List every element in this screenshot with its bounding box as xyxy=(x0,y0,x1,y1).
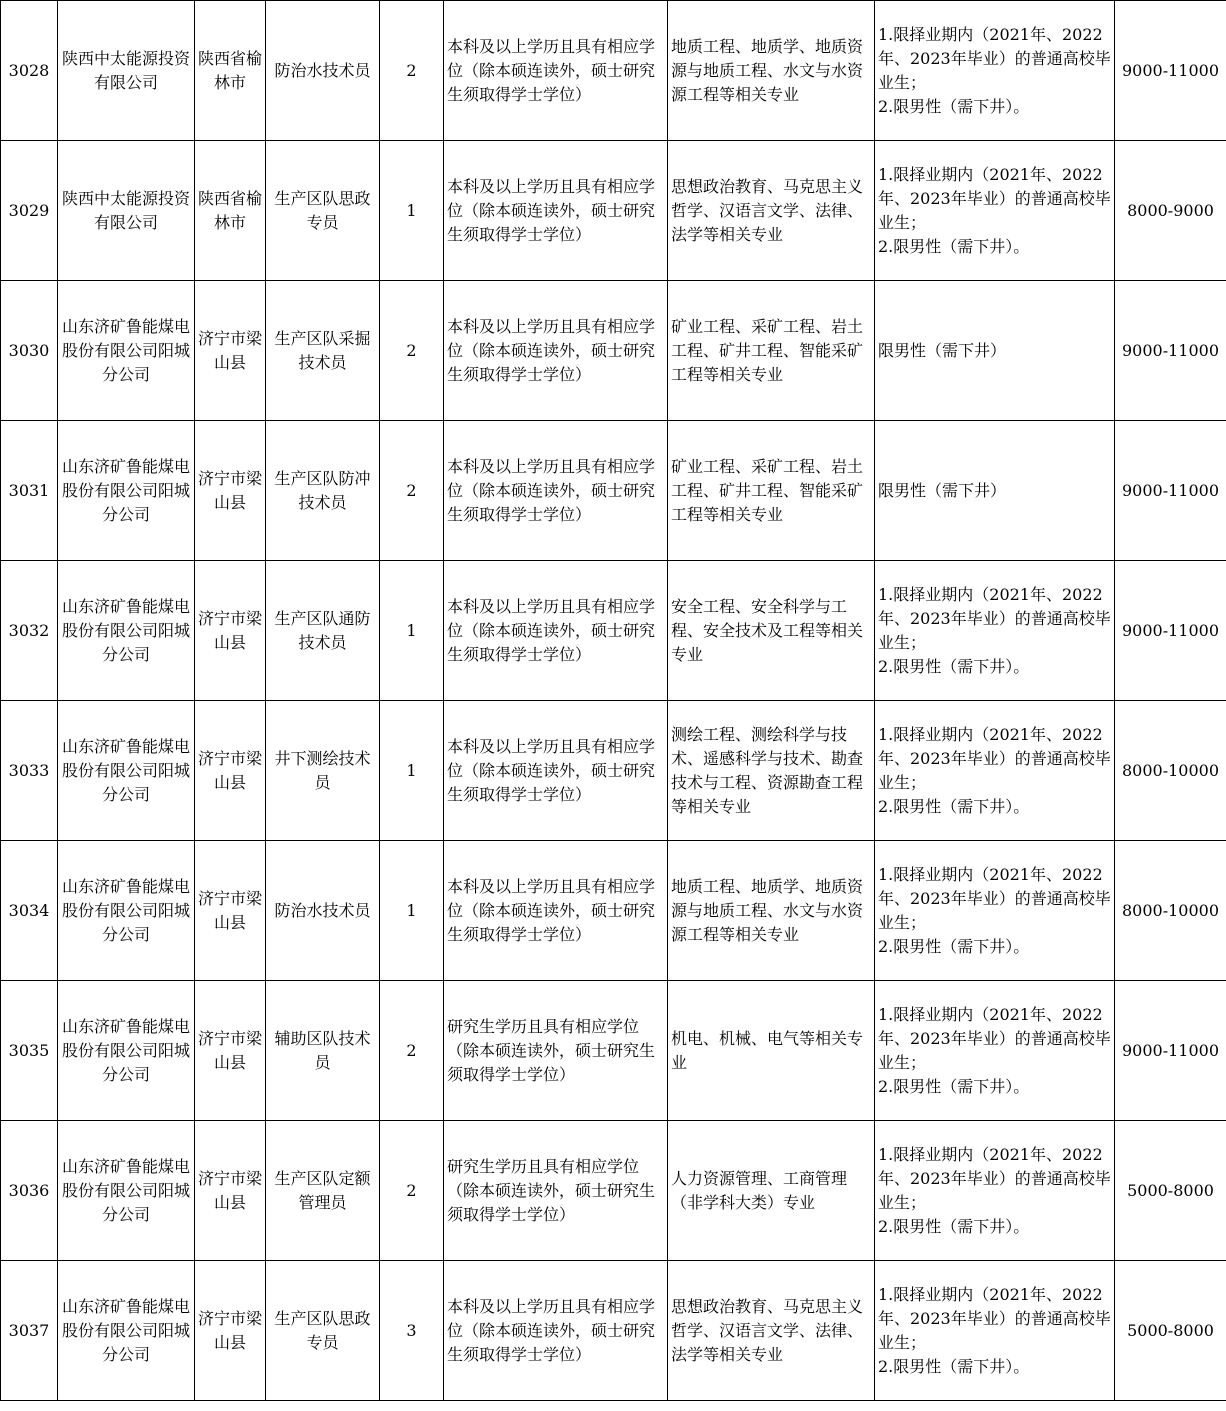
requirement-line: 1.限择业期内（2021年、2022年、2023年毕业）的普通高校毕业生； xyxy=(878,1144,1111,1212)
requirements-cell xyxy=(875,1121,1115,1261)
requirement-line: 2.限男性（需下井）。 xyxy=(878,796,1030,816)
location-cell: 陕西省榆林市 xyxy=(195,141,266,281)
table-row xyxy=(1,281,1226,421)
table-row xyxy=(1,1261,1226,1401)
education-cell: 本科及以上学历且具有相应学位（除本硕连读外，硕士研究生须取得学士学位） xyxy=(444,421,668,561)
education-cell: 本科及以上学历且具有相应学位（除本硕连读外，硕士研究生须取得学士学位） xyxy=(444,561,668,701)
salary-cell: 8000-10000 xyxy=(1115,701,1226,841)
salary-cell: 9000-11000 xyxy=(1115,981,1226,1121)
headcount-cell: 1 xyxy=(380,701,444,841)
location-cell: 济宁市梁山县 xyxy=(195,841,266,981)
education-cell: 本科及以上学历且具有相应学位（除本硕连读外，硕士研究生须取得学士学位） xyxy=(444,1261,668,1401)
post-id-cell: 3033 xyxy=(1,701,58,841)
requirement-line: 1.限择业期内（2021年、2022年、2023年毕业）的普通高校毕业生； xyxy=(878,724,1111,792)
company-cell: 山东济矿鲁能煤电股份有限公司阳城分公司 xyxy=(58,421,195,561)
position-cell: 生产区队思政专员 xyxy=(266,141,380,281)
requirements-cell xyxy=(875,1261,1115,1401)
major-cell: 测绘工程、测绘科学与技术、遥感科学与技术、勘查技术与工程、资源勘查工程等相关专业 xyxy=(668,701,875,841)
salary-cell: 9000-11000 xyxy=(1115,1,1226,141)
headcount-cell: 2 xyxy=(380,281,444,421)
salary-cell: 5000-8000 xyxy=(1115,1261,1226,1401)
requirement-line: 2.限男性（需下井）。 xyxy=(878,936,1030,956)
company-cell: 陕西中太能源投资有限公司 xyxy=(58,1,195,141)
position-cell: 防治水技术员 xyxy=(266,1,380,141)
requirement-line: 1.限择业期内（2021年、2022年、2023年毕业）的普通高校毕业生； xyxy=(878,24,1111,92)
requirement-line: 2.限男性（需下井）。 xyxy=(878,96,1030,116)
requirements-cell xyxy=(875,841,1115,981)
table-row xyxy=(1,981,1226,1121)
education-cell: 本科及以上学历且具有相应学位（除本硕连读外，硕士研究生须取得学士学位） xyxy=(444,701,668,841)
education-cell: 本科及以上学历且具有相应学位（除本硕连读外，硕士研究生须取得学士学位） xyxy=(444,1,668,141)
position-cell: 生产区队防冲技术员 xyxy=(266,421,380,561)
position-cell: 生产区队定额管理员 xyxy=(266,1121,380,1261)
location-cell: 济宁市梁山县 xyxy=(195,981,266,1121)
location-cell: 济宁市梁山县 xyxy=(195,701,266,841)
headcount-cell: 2 xyxy=(380,1121,444,1261)
major-cell: 思想政治教育、马克思主义哲学、汉语言文学、法律、法学等相关专业 xyxy=(668,1261,875,1401)
post-id-cell: 3034 xyxy=(1,841,58,981)
salary-cell: 9000-11000 xyxy=(1115,281,1226,421)
education-cell: 研究生学历且具有相应学位（除本硕连读外，硕士研究生须取得学士学位） xyxy=(444,981,668,1121)
headcount-cell: 2 xyxy=(380,421,444,561)
requirements-cell xyxy=(875,1,1115,141)
requirement-line: 2.限男性（需下井）。 xyxy=(878,1216,1030,1236)
requirement-line: 限男性（需下井） xyxy=(878,480,1007,500)
location-cell: 济宁市梁山县 xyxy=(195,1261,266,1401)
requirement-line: 2.限男性（需下井）。 xyxy=(878,1356,1030,1376)
company-cell: 山东济矿鲁能煤电股份有限公司阳城分公司 xyxy=(58,701,195,841)
salary-cell: 8000-9000 xyxy=(1115,141,1226,281)
salary-cell: 9000-11000 xyxy=(1115,561,1226,701)
location-cell: 济宁市梁山县 xyxy=(195,421,266,561)
major-cell: 地质工程、地质学、地质资源与地质工程、水文与水资源工程等相关专业 xyxy=(668,841,875,981)
education-cell: 本科及以上学历且具有相应学位（除本硕连读外，硕士研究生须取得学士学位） xyxy=(444,281,668,421)
post-id-cell: 3028 xyxy=(1,1,58,141)
company-cell: 山东济矿鲁能煤电股份有限公司阳城分公司 xyxy=(58,281,195,421)
major-cell: 地质工程、地质学、地质资源与地质工程、水文与水资源工程等相关专业 xyxy=(668,1,875,141)
position-cell: 防治水技术员 xyxy=(266,841,380,981)
requirement-line: 限男性（需下井） xyxy=(878,340,1007,360)
headcount-cell: 3 xyxy=(380,1261,444,1401)
salary-cell: 9000-11000 xyxy=(1115,421,1226,561)
major-cell: 机电、机械、电气等相关专业 xyxy=(668,981,875,1121)
major-cell: 安全工程、安全科学与工程、安全技术及工程等相关专业 xyxy=(668,561,875,701)
location-cell: 济宁市梁山县 xyxy=(195,561,266,701)
company-cell: 山东济矿鲁能煤电股份有限公司阳城分公司 xyxy=(58,981,195,1121)
headcount-cell: 2 xyxy=(380,1,444,141)
table-row xyxy=(1,1,1226,141)
requirement-line: 2.限男性（需下井）。 xyxy=(878,236,1030,256)
position-cell: 辅助区队技术员 xyxy=(266,981,380,1121)
table-row xyxy=(1,421,1226,561)
company-cell: 山东济矿鲁能煤电股份有限公司阳城分公司 xyxy=(58,1121,195,1261)
requirement-line: 2.限男性（需下井）。 xyxy=(878,656,1030,676)
position-cell: 生产区队思政专员 xyxy=(266,1261,380,1401)
table-row xyxy=(1,841,1226,981)
company-cell: 陕西中太能源投资有限公司 xyxy=(58,141,195,281)
requirement-line: 1.限择业期内（2021年、2022年、2023年毕业）的普通高校毕业生； xyxy=(878,1284,1111,1352)
location-cell: 济宁市梁山县 xyxy=(195,1121,266,1261)
requirements-cell xyxy=(875,701,1115,841)
post-id-cell: 3029 xyxy=(1,141,58,281)
location-cell: 济宁市梁山县 xyxy=(195,281,266,421)
table-row xyxy=(1,701,1226,841)
requirements-cell xyxy=(875,141,1115,281)
education-cell: 本科及以上学历且具有相应学位（除本硕连读外，硕士研究生须取得学士学位） xyxy=(444,841,668,981)
location-cell: 陕西省榆林市 xyxy=(195,1,266,141)
position-cell: 生产区队通防技术员 xyxy=(266,561,380,701)
requirements-cell xyxy=(875,281,1115,421)
table-row xyxy=(1,561,1226,701)
position-cell: 井下测绘技术员 xyxy=(266,701,380,841)
requirements-cell xyxy=(875,421,1115,561)
salary-cell: 8000-10000 xyxy=(1115,841,1226,981)
table-body xyxy=(1,1,1226,1401)
requirement-line: 2.限男性（需下井）。 xyxy=(878,1076,1030,1096)
requirements-cell xyxy=(875,561,1115,701)
post-id-cell: 3030 xyxy=(1,281,58,421)
table-row xyxy=(1,1121,1226,1261)
headcount-cell: 1 xyxy=(380,841,444,981)
education-cell: 研究生学历且具有相应学位（除本硕连读外，硕士研究生须取得学士学位） xyxy=(444,1121,668,1261)
major-cell: 人力资源管理、工商管理（非学科大类）专业 xyxy=(668,1121,875,1261)
salary-cell: 5000-8000 xyxy=(1115,1121,1226,1261)
headcount-cell: 2 xyxy=(380,981,444,1121)
requirement-line: 1.限择业期内（2021年、2022年、2023年毕业）的普通高校毕业生； xyxy=(878,164,1111,232)
post-id-cell: 3037 xyxy=(1,1261,58,1401)
requirement-line: 1.限择业期内（2021年、2022年、2023年毕业）的普通高校毕业生； xyxy=(878,864,1111,932)
post-id-cell: 3035 xyxy=(1,981,58,1121)
post-id-cell: 3032 xyxy=(1,561,58,701)
requirement-line: 1.限择业期内（2021年、2022年、2023年毕业）的普通高校毕业生； xyxy=(878,584,1111,652)
headcount-cell: 1 xyxy=(380,561,444,701)
requirement-line: 1.限择业期内（2021年、2022年、2023年毕业）的普通高校毕业生； xyxy=(878,1004,1111,1072)
post-id-cell: 3036 xyxy=(1,1121,58,1261)
major-cell: 矿业工程、采矿工程、岩土工程、矿井工程、智能采矿工程等相关专业 xyxy=(668,281,875,421)
post-id-cell: 3031 xyxy=(1,421,58,561)
requirements-cell xyxy=(875,981,1115,1121)
headcount-cell: 1 xyxy=(380,141,444,281)
major-cell: 矿业工程、采矿工程、岩土工程、矿井工程、智能采矿工程等相关专业 xyxy=(668,421,875,561)
major-cell: 思想政治教育、马克思主义哲学、汉语言文学、法律、法学等相关专业 xyxy=(668,141,875,281)
company-cell: 山东济矿鲁能煤电股份有限公司阳城分公司 xyxy=(58,841,195,981)
position-cell: 生产区队采掘技术员 xyxy=(266,281,380,421)
company-cell: 山东济矿鲁能煤电股份有限公司阳城分公司 xyxy=(58,1261,195,1401)
company-cell: 山东济矿鲁能煤电股份有限公司阳城分公司 xyxy=(58,561,195,701)
table-row xyxy=(1,141,1226,281)
education-cell: 本科及以上学历且具有相应学位（除本硕连读外，硕士研究生须取得学士学位） xyxy=(444,141,668,281)
